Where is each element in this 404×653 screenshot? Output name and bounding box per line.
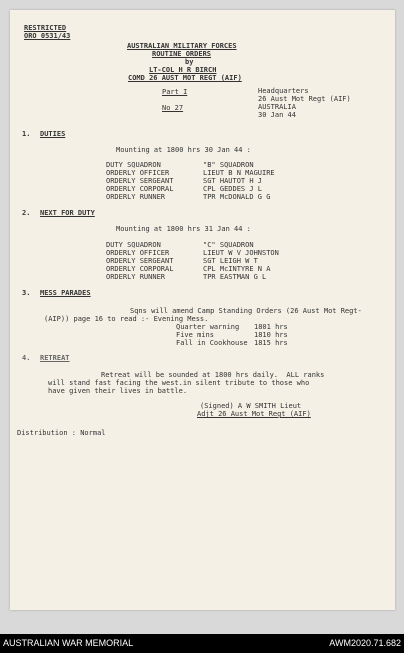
section-2-mounting: Mounting at 1800 hrs 31 Jan 44 : bbox=[116, 225, 251, 233]
doc-type: ROUTINE ORDERS bbox=[152, 50, 212, 58]
section-3-line-2: (AIP)) page 16 to read :- Evening Mess. bbox=[44, 315, 209, 323]
signature-line: (Signed) A W SMITH Lieut bbox=[200, 402, 302, 410]
duty-role: ORDERLY OFFICER bbox=[106, 169, 170, 177]
by-text: by bbox=[185, 58, 194, 66]
duty-role: ORDERLY RUNNER bbox=[106, 193, 166, 201]
document-page bbox=[10, 10, 395, 610]
duty-name: "C" SQUADRON bbox=[203, 241, 254, 249]
order-number: No 27 bbox=[162, 104, 184, 112]
mess-time-value: 1801 hrs bbox=[254, 323, 288, 331]
duty-name: "B" SQUADRON bbox=[203, 161, 254, 169]
duty-name: TPR EASTMAN G L bbox=[203, 273, 267, 281]
duty-role: ORDERLY OFFICER bbox=[106, 249, 170, 257]
classification-label: RESTRICTED bbox=[24, 24, 67, 32]
duty-name: SGT HAUTOT H J bbox=[203, 177, 263, 185]
section-2-number: 2. bbox=[22, 209, 31, 217]
mess-time-label: Quarter warning bbox=[176, 323, 240, 331]
duty-name: LIEUT B N MAGUIRE bbox=[203, 169, 275, 177]
mess-time-value: 1815 hrs bbox=[254, 339, 288, 347]
hq-line-2: 26 Aust Mot Regt (AIF) bbox=[258, 95, 351, 103]
section-4-line-3: have given their lives in battle. bbox=[48, 387, 188, 395]
duty-role: ORDERLY CORPORAL bbox=[106, 185, 174, 193]
mess-time-label: Fall in Cookhouse bbox=[176, 339, 248, 347]
hq-line-4: 30 Jan 44 bbox=[258, 111, 296, 119]
mess-time-value: 1810 hrs bbox=[254, 331, 288, 339]
duty-name: SGT LEIGH W T bbox=[203, 257, 258, 265]
duty-name: TPR McDONALD G G bbox=[203, 193, 271, 201]
hq-line-1: Headquarters bbox=[258, 87, 309, 95]
hq-line-3: AUSTRALIA bbox=[258, 103, 296, 111]
section-4-title: RETREAT bbox=[40, 354, 70, 362]
footer-institution: AUSTRALIAN WAR MEMORIAL bbox=[3, 638, 134, 648]
signature-title: Adjt 26 Aust Mot Regt (AIF) bbox=[197, 410, 311, 418]
duty-name: LIEUT W V JOHNSTON bbox=[203, 249, 279, 257]
section-4-line-2: will stand fast facing the west.in silent tribute to those who bbox=[48, 379, 310, 387]
archive-footer bbox=[0, 634, 404, 653]
distribution-line: Distribution : Normal bbox=[17, 429, 106, 437]
section-4-number: 4. bbox=[22, 354, 31, 362]
officer-name: LT-COL H R BIRCH bbox=[149, 66, 217, 74]
duty-role: ORDERLY SERGEANT bbox=[106, 257, 174, 265]
part-label: Part I bbox=[162, 88, 188, 96]
duty-name: CPL McINTYRE N A bbox=[203, 265, 271, 273]
duty-role: ORDERLY RUNNER bbox=[106, 273, 166, 281]
section-3-title: MESS PARADES bbox=[40, 289, 91, 297]
section-1-mounting: Mounting at 1800 hrs 30 Jan 44 : bbox=[116, 146, 251, 154]
mess-time-label: Five mins bbox=[176, 331, 214, 339]
duty-role: DUTY SQUADRON bbox=[106, 241, 161, 249]
section-3-line-1: Sqns will amend Camp Standing Orders (26 Aust Mot Regt- bbox=[130, 307, 362, 315]
duty-role: DUTY SQUADRON bbox=[106, 161, 161, 169]
reference-number: ORO 0531/43 bbox=[24, 32, 71, 40]
command-line: COMD 26 AUST MOT REGT (AIF) bbox=[128, 74, 242, 82]
section-1-title: DUTIES bbox=[40, 130, 66, 138]
footer-accession-id: AWM2020.71.682 bbox=[329, 638, 401, 648]
section-4-line-1: Retreat will be sounded at 1800 hrs daily. ALL ranks bbox=[101, 371, 325, 379]
duty-role: ORDERLY SERGEANT bbox=[106, 177, 174, 185]
section-1-number: 1. bbox=[22, 130, 31, 138]
section-2-title: NEXT FOR DUTY bbox=[40, 209, 95, 217]
duty-name: CPL GEDDES J L bbox=[203, 185, 263, 193]
section-3-number: 3. bbox=[22, 289, 31, 297]
org-title: AUSTRALIAN MILITARY FORCES bbox=[127, 42, 237, 50]
duty-role: ORDERLY CORPORAL bbox=[106, 265, 174, 273]
